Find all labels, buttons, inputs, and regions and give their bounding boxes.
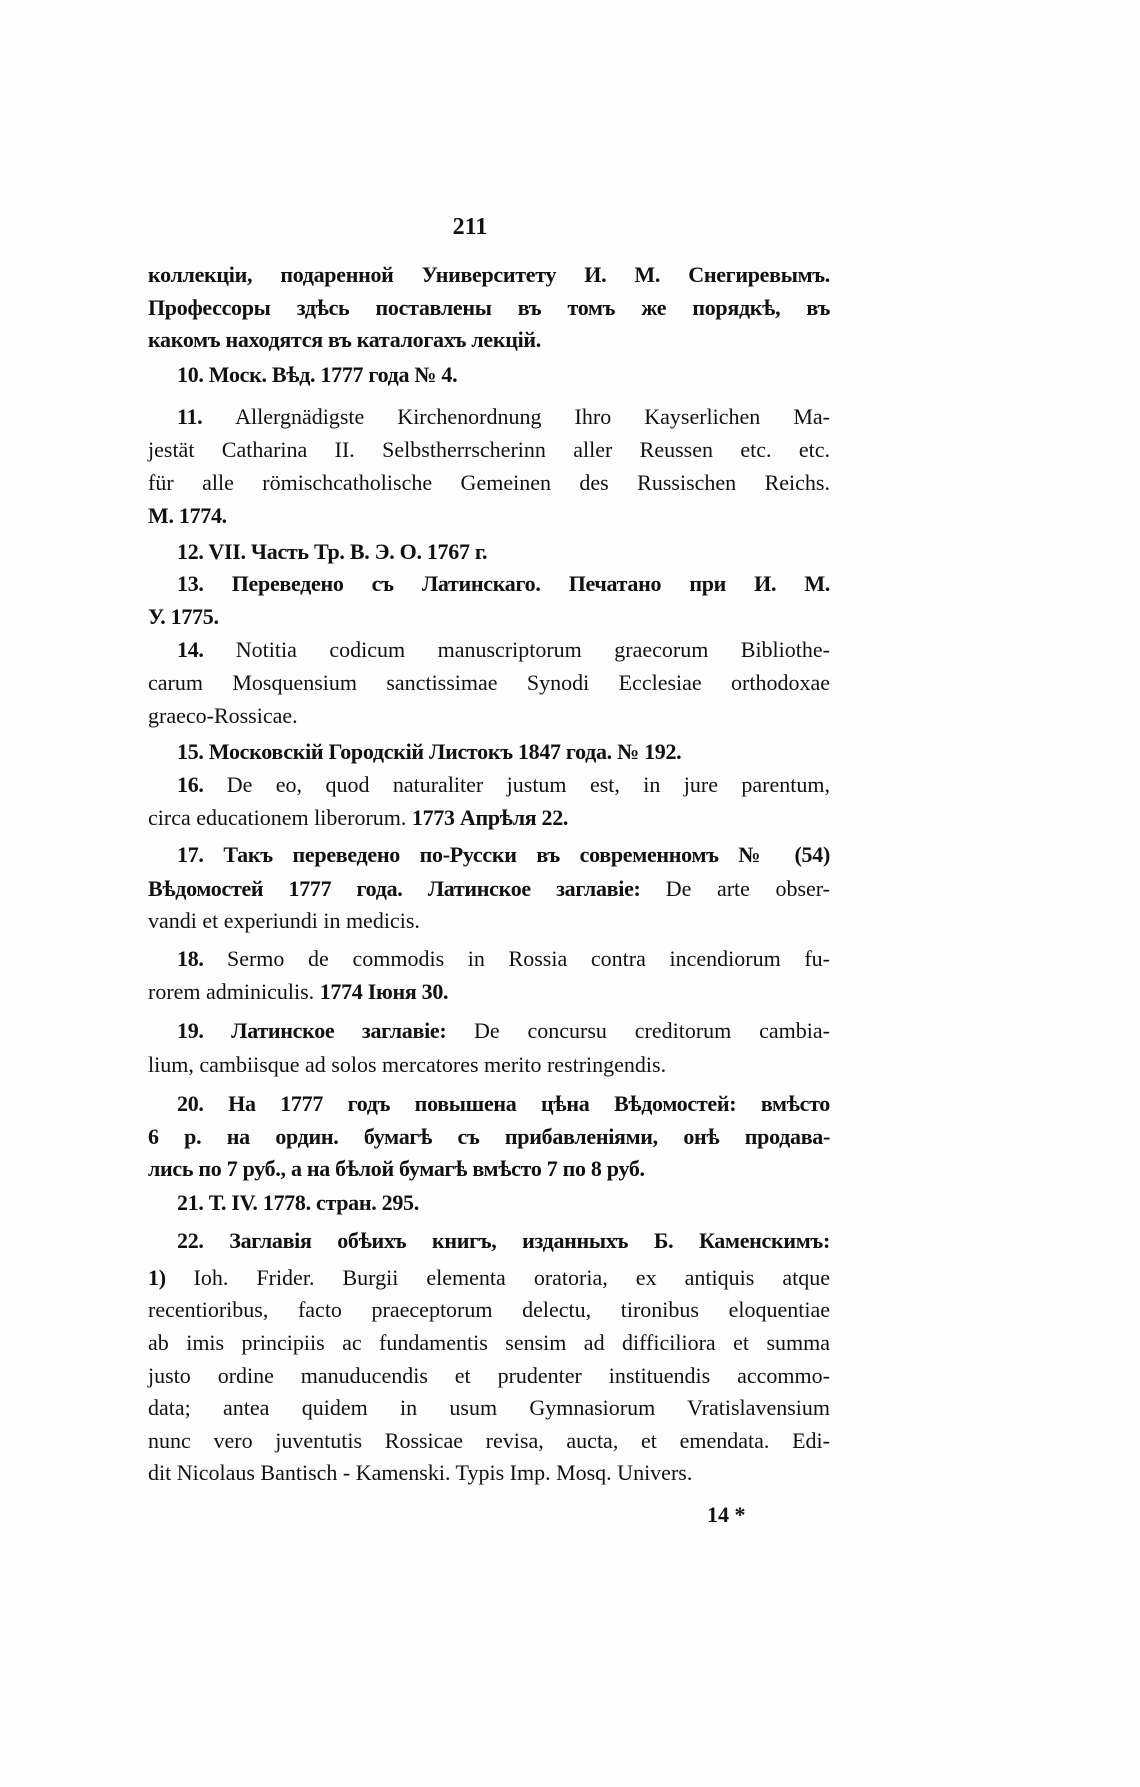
text-segment: 11.	[177, 404, 236, 429]
text-segment: Notitia codicum manuscriptorum graecorum Bibliothe-	[235, 637, 830, 662]
text-line	[148, 326, 830, 354]
text-line	[177, 1090, 830, 1118]
signature-mark: 14 *	[707, 1502, 746, 1527]
text-line	[177, 771, 830, 799]
text-segment: 17. Такъ переведено по-Русски въ современномъ № (54)	[177, 842, 830, 867]
text-segment: Allergnädigste Kirchenordnung Ihro Kayserlichen Ma-	[235, 404, 830, 429]
text-line	[148, 1296, 830, 1324]
text-segment: graeco-Rossicae.	[148, 703, 298, 728]
text-line	[177, 945, 830, 973]
text-segment: De arte obser-	[665, 876, 830, 901]
text-line	[148, 1051, 830, 1079]
text-line	[148, 804, 830, 832]
text-segment: lium, cambiisque ad solos mercatores merito restringendis.	[148, 1052, 667, 1077]
text-line	[148, 469, 830, 497]
text-line	[148, 1329, 830, 1357]
text-segment: коллекціи, подаренной Университету И. М. Снегиревымъ.	[148, 262, 830, 287]
text-line	[148, 875, 830, 903]
text-line	[148, 702, 830, 730]
text-segment: vandi et experiundi in medicis.	[148, 908, 420, 933]
text-line	[177, 841, 830, 869]
text-segment: 21. Т. IV. 1778. стран. 295.	[177, 1190, 419, 1215]
text-line	[148, 1427, 830, 1455]
text-line	[148, 294, 830, 322]
text-segment: 13. Переведено съ Латинскаго. Печатано при И. М.	[177, 571, 830, 596]
text-segment: justo ordine manuducendis et prudenter instituendis accommo-	[148, 1363, 830, 1388]
text-segment: 18.	[177, 946, 227, 971]
text-segment: 6 р. на ордин. бумагѣ съ прибавленіями, онѣ продава-	[148, 1124, 830, 1149]
text-line	[177, 1189, 830, 1217]
text-line	[148, 261, 830, 289]
text-line	[177, 1017, 830, 1045]
text-line	[148, 502, 830, 530]
text-line	[177, 738, 830, 766]
text-segment: data; antea quidem in usum Gymnasiorum Vratislavensium	[148, 1395, 830, 1420]
text-line	[148, 1264, 830, 1292]
text-line	[148, 907, 830, 935]
text-line	[148, 603, 830, 631]
text-segment: 10. Моск. Вѣд. 1777 года № 4.	[177, 362, 458, 387]
text-segment: dit Nicolaus Bantisch - Kamenski. Typis Imp. Mosq. Univers.	[148, 1460, 693, 1485]
text-segment: 1774 Іюня 30.	[319, 979, 449, 1004]
text-segment: nunc vero juventutis Rossicae revisa, aucta, et emendata. Edi-	[148, 1428, 830, 1453]
text-line	[148, 669, 830, 697]
text-segment: De concursu creditorum cambia-	[473, 1018, 830, 1043]
text-segment: 16.	[177, 772, 227, 797]
page-number: 211	[452, 214, 488, 240]
text-segment: 1)	[148, 1265, 194, 1290]
text-segment: De eo, quod naturaliter justum est, in jure parentum,	[226, 772, 830, 797]
text-segment: 19. Латинское заглавіе:	[177, 1018, 474, 1043]
text-segment: У. 1775.	[148, 604, 219, 629]
text-segment: ab imis principiis ac fundamentis sensim ad difficiliora et summa	[148, 1330, 830, 1355]
text-line	[177, 403, 830, 431]
text-segment: circa educationem liberorum.	[148, 805, 412, 830]
text-segment: jestät Catharina II. Selbstherrscherinn aller Reussen etc. etc.	[148, 437, 830, 462]
text-segment: für alle römischcatholische Gemeinen des Russischen Reichs.	[148, 470, 830, 495]
text-segment: 15. Московскій Городскій Листокъ 1847 года. № 192.	[177, 739, 682, 764]
text-segment: 12. VII. Часть Тр. В. Э. О. 1767 г.	[177, 539, 488, 564]
text-segment: Вѣдомостей 1777 года. Латинское заглавіе:	[148, 876, 666, 901]
text-segment: 1773 Апрѣля 22.	[411, 805, 569, 830]
text-segment: rorem adminiculis.	[148, 979, 320, 1004]
text-segment: какомъ находятся въ каталогахъ лекцій.	[148, 327, 541, 352]
text-line	[148, 1459, 830, 1487]
text-line	[148, 1394, 830, 1422]
text-segment: 20. На 1777 годъ повышена цѣна Вѣдомостей: вмѣсто	[177, 1091, 830, 1116]
text-line	[148, 1155, 830, 1183]
text-segment: 22. Заглавія обѣихъ книгъ, изданныхъ Б. Каменскимъ:	[177, 1228, 830, 1253]
text-segment: carum Mosquensium sanctissimae Synodi Ecclesiae orthodoxae	[148, 670, 830, 695]
text-segment: Sermo de commodis in Rossia contra incendiorum fu-	[226, 946, 830, 971]
text-segment: лись по 7 руб., а на бѣлой бумагѣ вмѣсто 7 по 8 руб.	[148, 1156, 645, 1181]
text-line	[177, 570, 830, 598]
text-line	[177, 636, 830, 664]
text-line	[148, 1123, 830, 1151]
text-segment: Профессоры здѣсь поставлены въ томъ же порядкѣ, въ	[148, 295, 830, 320]
text-segment: M. 1774.	[148, 503, 227, 528]
text-line	[148, 436, 830, 464]
text-segment: Ioh. Frider. Burgii elementa oratoria, ex antiquis atque	[193, 1265, 830, 1290]
text-line	[148, 1362, 830, 1390]
text-line	[177, 361, 830, 389]
text-line	[148, 978, 830, 1006]
text-line	[177, 1227, 830, 1255]
text-segment: recentioribus, facto praeceptorum delectu, tironibus eloquentiae	[148, 1297, 830, 1322]
text-segment: 14.	[177, 637, 236, 662]
text-line	[177, 538, 830, 566]
